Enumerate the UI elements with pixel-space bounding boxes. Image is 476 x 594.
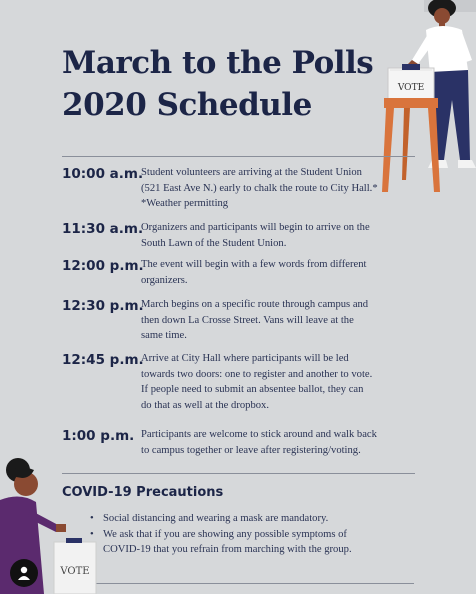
divider-bottom	[96, 583, 414, 584]
schedule-time-6: 1:00 p.m.	[62, 428, 135, 444]
schedule-desc-3-line-1: The event will begin with a few words from different	[141, 259, 367, 270]
schedule-desc-3	[141, 257, 391, 288]
schedule-desc-5-line-4: do that as well at the dropbox.	[141, 399, 269, 411]
schedule-time-1: 10:00 a.m.	[62, 166, 144, 182]
schedule-desc-2	[141, 220, 391, 251]
ballot-box-label-top: VOTE	[397, 83, 425, 93]
schedule-time-2: 11:30 a.m.	[62, 221, 144, 237]
schedule-time-4: 12:30 p.m.	[62, 298, 144, 314]
schedule-time-3: 12:00 p.m.	[62, 258, 144, 274]
schedule-desc-4-line-1: March begins on a specific route through campus and	[141, 299, 369, 310]
divider-middle	[62, 473, 415, 474]
schedule-desc-2-line-1: Organizers and participants will begin to arrive on the	[141, 222, 370, 233]
covid-bullet-2-line-2: COVID-19 that you refrain from marching with the group.	[103, 544, 352, 556]
schedule-desc-3-line-2: organizers.	[141, 274, 188, 286]
title-line-1: March to the Polls	[62, 45, 374, 81]
covid-precautions-list	[90, 511, 352, 558]
schedule-desc-6-line-1: Participants are welcome to stick around and walk back	[141, 429, 377, 440]
covid-heading: COVID-19 Precautions	[62, 485, 224, 500]
profile-avatar[interactable]	[10, 559, 38, 587]
schedule-desc-4-line-2: then down La Crosse Street. Vans will leave at the	[141, 314, 354, 326]
schedule-desc-5-line-1: Arrive at City Hall where participants will be led	[141, 353, 349, 364]
schedule-desc-6-line-2: to campus together or leave after registering/voting.	[141, 444, 361, 456]
schedule-time-5: 12:45 p.m.	[62, 352, 144, 368]
schedule-desc-2-line-2: South Lawn of the Student Union.	[141, 237, 287, 249]
schedule-desc-5-line-2: towards two doors: one to register and another to vote.	[141, 368, 373, 380]
schedule-desc-1-line-2: (521 East Ave N.) early to chalk the route to City Hall.*	[141, 182, 378, 194]
schedule-desc-5-line-3: If people need to submit an absentee ballot, they can	[141, 384, 364, 396]
schedule-desc-1-line-3: *Weather permitting	[141, 198, 229, 210]
list-item	[90, 527, 352, 558]
title-line-2: 2020 Schedule	[62, 87, 312, 123]
covid-bullet-2-line-1: • We ask that if you are showing any possible symptoms of	[103, 528, 347, 540]
ballot-box-label-bottom: VOTE	[60, 566, 90, 577]
schedule-desc-4-line-3: same time.	[141, 330, 187, 342]
divider-top	[62, 156, 415, 157]
page-title	[62, 42, 373, 126]
schedule-desc-1-line-1: Student volunteers are arriving at the Student Union	[141, 167, 362, 178]
schedule-desc-6	[141, 427, 391, 458]
user-icon	[16, 565, 32, 581]
list-item	[90, 511, 352, 527]
schedule-desc-4	[141, 297, 391, 344]
schedule-desc-1	[141, 165, 391, 212]
schedule-desc-5	[141, 351, 391, 413]
covid-bullet-1-line-1: • Social distancing and wearing a mask are mandatory.	[103, 513, 329, 524]
